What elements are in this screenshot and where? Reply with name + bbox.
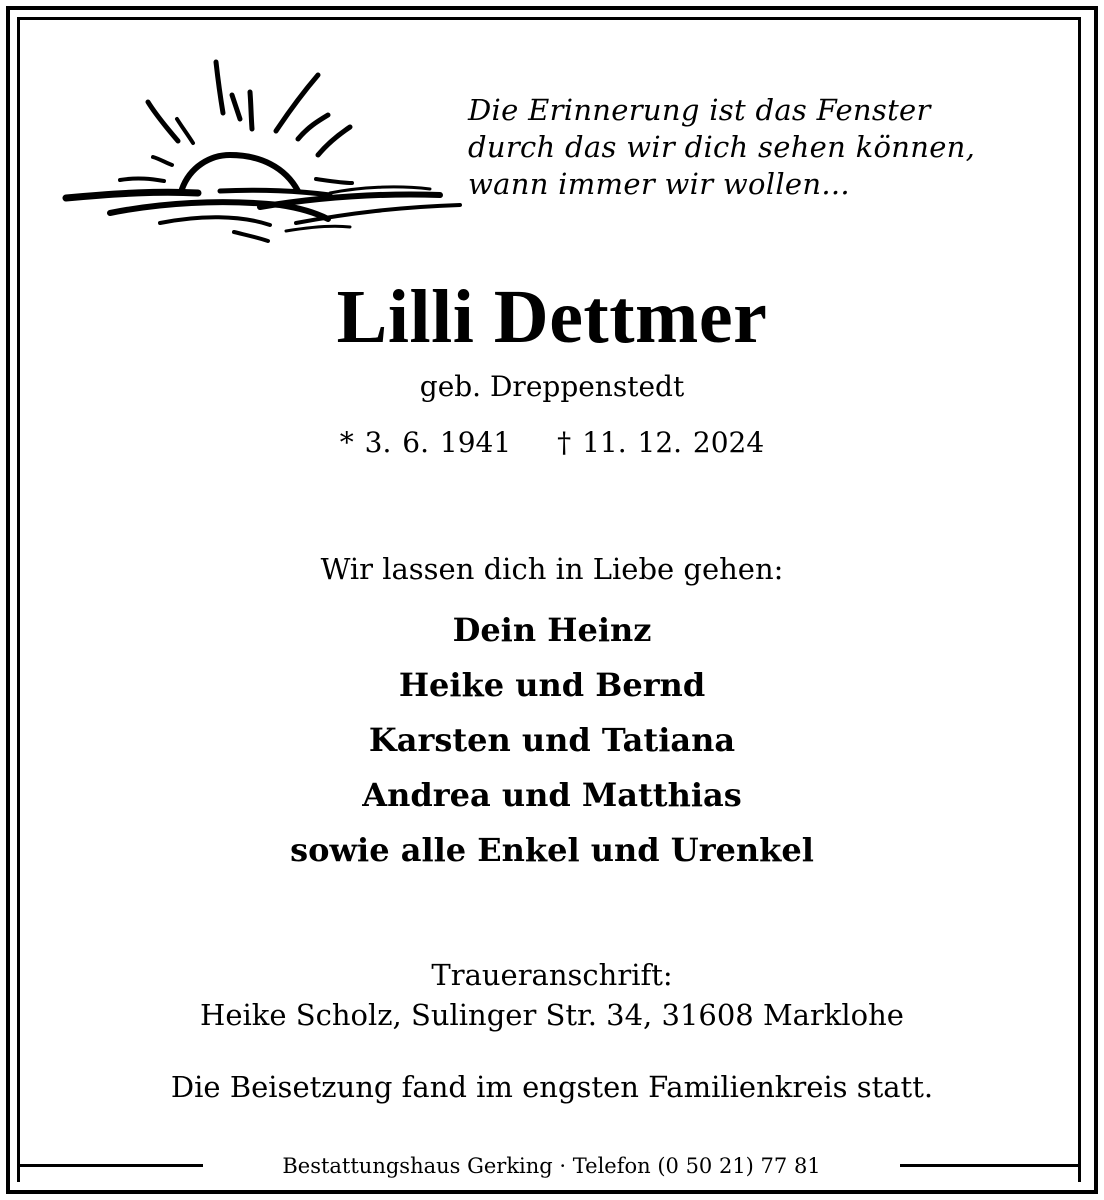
death-date: † 11. 12. 2024 xyxy=(557,426,765,459)
memorial-quote xyxy=(468,92,1068,203)
footer-rule-left xyxy=(17,1164,203,1167)
mourner-line: Andrea und Matthias xyxy=(362,776,742,814)
mourner-line: Heike und Bernd xyxy=(398,666,706,704)
address-label: Traueranschrift: xyxy=(431,958,673,992)
sunset-icon xyxy=(60,55,470,255)
life-dates xyxy=(0,423,1104,463)
maiden-name: geb. Dreppenstedt xyxy=(419,370,685,403)
quote-line: Die Erinnerung ist das Fenster xyxy=(468,93,931,127)
footer-rule-right xyxy=(900,1164,1081,1167)
burial-note: Die Beisetzung fand im engsten Familienkreis statt. xyxy=(170,1070,934,1104)
mourning-address: Heike Scholz, Sulinger Str. 34, 31608 Marklohe xyxy=(200,998,904,1032)
mourners-intro: Wir lassen dich in Liebe gehen: xyxy=(320,552,784,586)
mourner-line: Dein Heinz xyxy=(452,611,652,649)
deceased-name: Lilli Dettmer xyxy=(336,275,768,359)
mourner-line: sowie alle Enkel und Urenkel xyxy=(290,831,814,869)
mourners-list xyxy=(0,603,1104,878)
funeral-home-footer: Bestattungshaus Gerking · Telefon (0 50 21) 77 81 xyxy=(203,1153,900,1179)
mourner-line: Karsten und Tatiana xyxy=(368,721,736,759)
birth-date: * 3. 6. 1941 xyxy=(339,426,512,459)
quote-line: durch das wir dich sehen können, xyxy=(468,130,976,164)
quote-line: wann immer wir wollen... xyxy=(468,167,850,201)
